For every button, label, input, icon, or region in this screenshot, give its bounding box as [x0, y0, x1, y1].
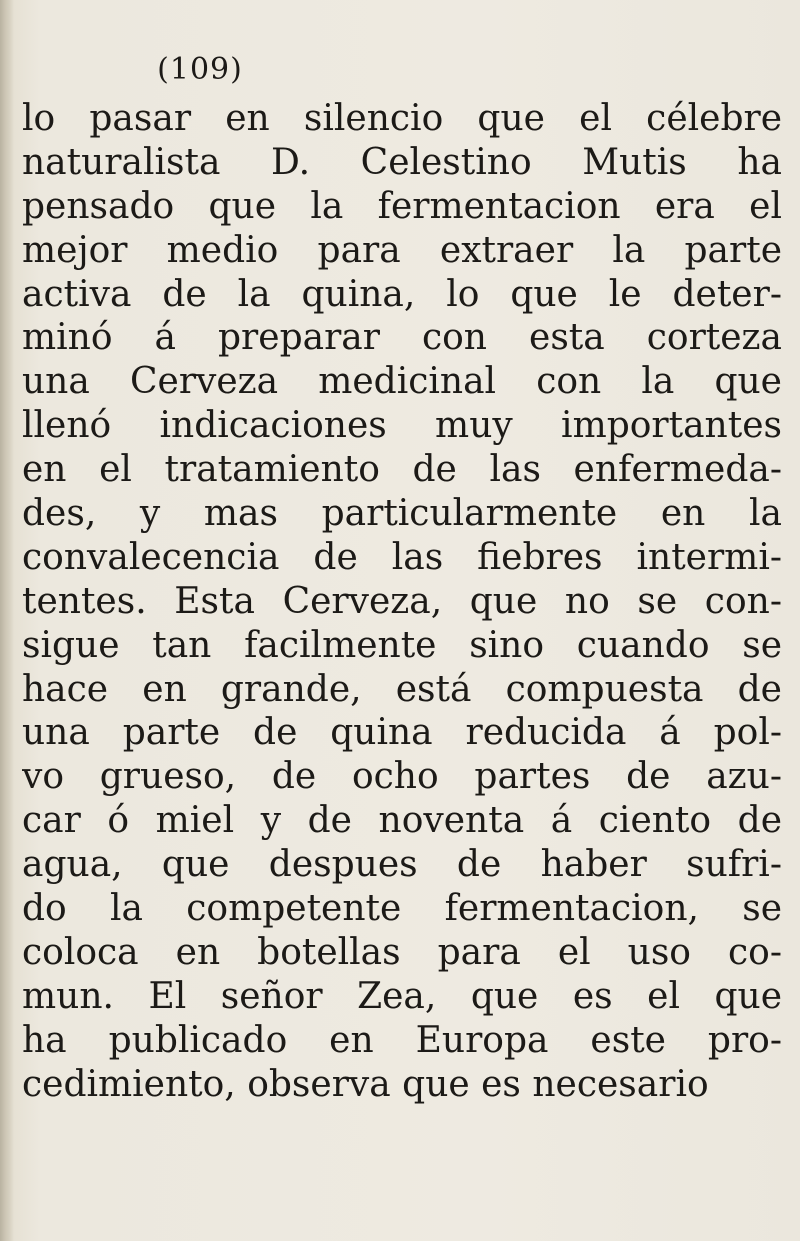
text-line: naturalista D. Celestino Mutis ha [22, 141, 782, 183]
text-line: vo grueso, de ocho partes de azu- [22, 756, 782, 798]
text-line: pensado que la fermentacion era el [22, 185, 782, 227]
text-line: tentes. Esta Cerveza, que no se con- [22, 580, 782, 622]
text-line: una parte de quina reducida á pol- [22, 712, 782, 754]
text-line: minó á preparar con esta corteza [22, 317, 782, 359]
text-line: sigue tan facilmente sino cuando se [22, 624, 782, 666]
text-line: llenó indicaciones muy importantes [22, 405, 782, 447]
text-line: agua, que despues de haber sufri- [22, 844, 782, 886]
text-line: hace en grande, está compuesta de [22, 668, 782, 710]
text-line: en el tratamiento de las enfermeda- [22, 449, 782, 491]
text-line: mejor medio para extraer la parte [22, 229, 782, 271]
text-line: una Cerveza medicinal con la que [22, 361, 782, 403]
body-text [22, 97, 782, 1106]
text-line: convalecencia de las fiebres intermi- [22, 536, 782, 578]
text-line: cedimiento, observa que es necesario [22, 1063, 709, 1105]
text-line: des, y mas particularmente en la [22, 493, 782, 535]
text-line: do la competente fermentacion, se [22, 888, 782, 930]
text-line: coloca en botellas para el uso co- [22, 931, 782, 973]
text-line: activa de la quina, lo que le deter- [22, 273, 782, 315]
text-line: mun. El señor Zea, que es el que [22, 975, 782, 1017]
page-number: (109) [157, 52, 243, 87]
text-line: ha publicado en Europa este pro- [22, 1019, 782, 1061]
binding-edge [0, 0, 14, 1241]
text-line: lo pasar en silencio que el célebre [22, 98, 782, 139]
text-line: car ó miel y de noventa á ciento de [22, 800, 782, 842]
